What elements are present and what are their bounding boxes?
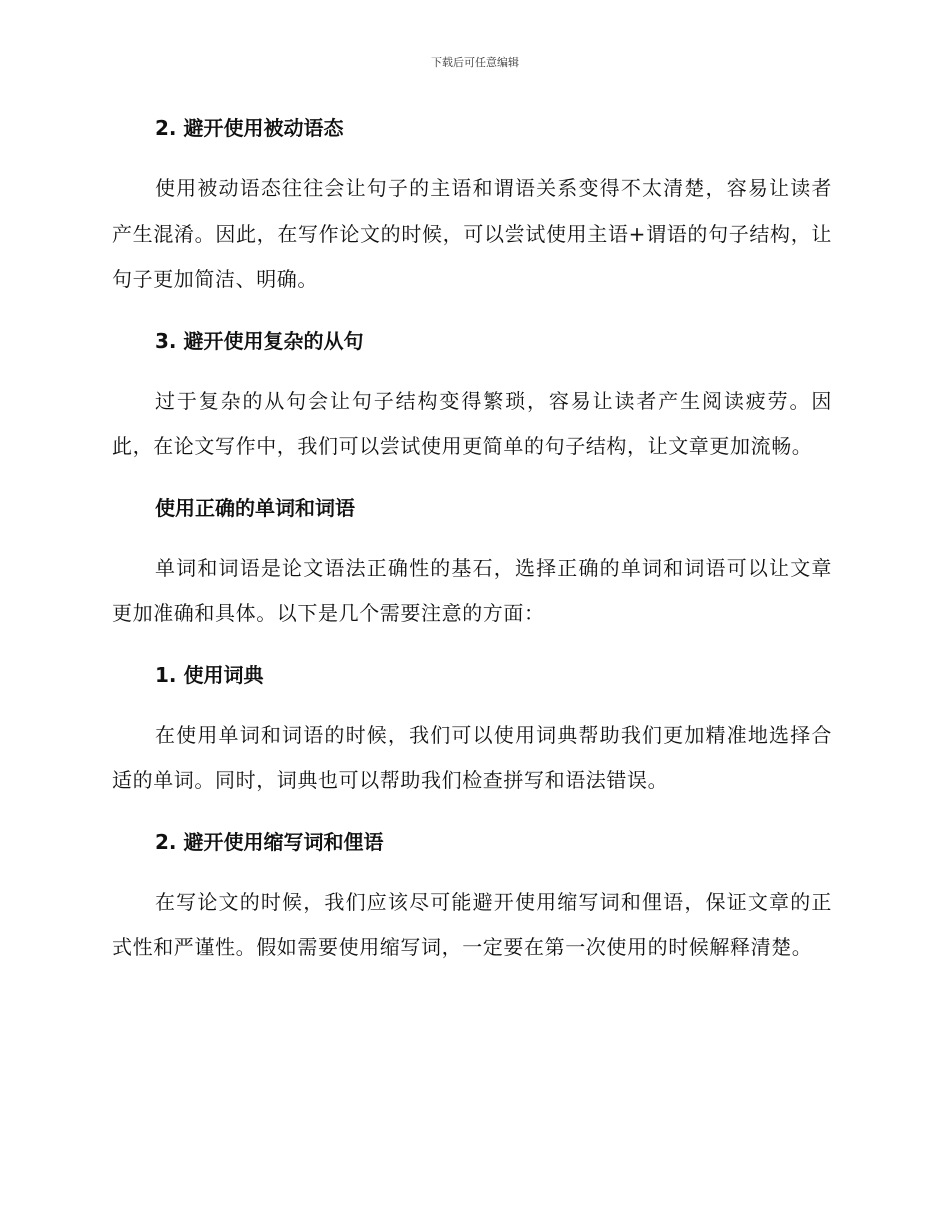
section-heading: 使用正确的单词和词语 (155, 495, 355, 520)
body-paragraph: 使用被动语态往往会让句子的主语和谓语关系变得不太清楚，容易让读者产生混淆。因此，在写作论文的时候，可以尝试使用主语+谓语的句子结构，让句子更加简洁、明确。 (112, 176, 832, 291)
section-heading: 1. 使用词典 (155, 662, 264, 687)
body-paragraph: 在使用单词和词语的时候，我们可以使用词典帮助我们更加精准地选择合适的单词。同时，词典也可以帮助我们检查拼写和语法错误。 (112, 722, 832, 792)
body-paragraph: 在写论文的时候，我们应该尽可能避开使用缩写词和俚语，保证文章的正式性和严谨性。假如需要使用缩写词，一定要在第一次使用的时候解释清楚。 (112, 889, 832, 959)
section-heading: 2. 避开使用缩写词和俚语 (155, 829, 384, 854)
section-heading: 2. 避开使用被动语态 (155, 116, 344, 140)
document-body (112, 110, 832, 991)
page-header: 下载后可任意编辑 (431, 56, 519, 69)
section-heading: 3. 避开使用复杂的从句 (155, 328, 364, 353)
body-paragraph: 单词和词语是论文语法正确性的基石，选择正确的单词和词语可以让文章更加准确和具体。以下是几个需要注意的方面： (112, 555, 832, 625)
body-paragraph: 过于复杂的从句会让句子结构变得繁琐，容易让读者产生阅读疲劳。因此，在论文写作中，我们可以尝试使用更简单的句子结构，让文章更加流畅。 (112, 388, 832, 458)
